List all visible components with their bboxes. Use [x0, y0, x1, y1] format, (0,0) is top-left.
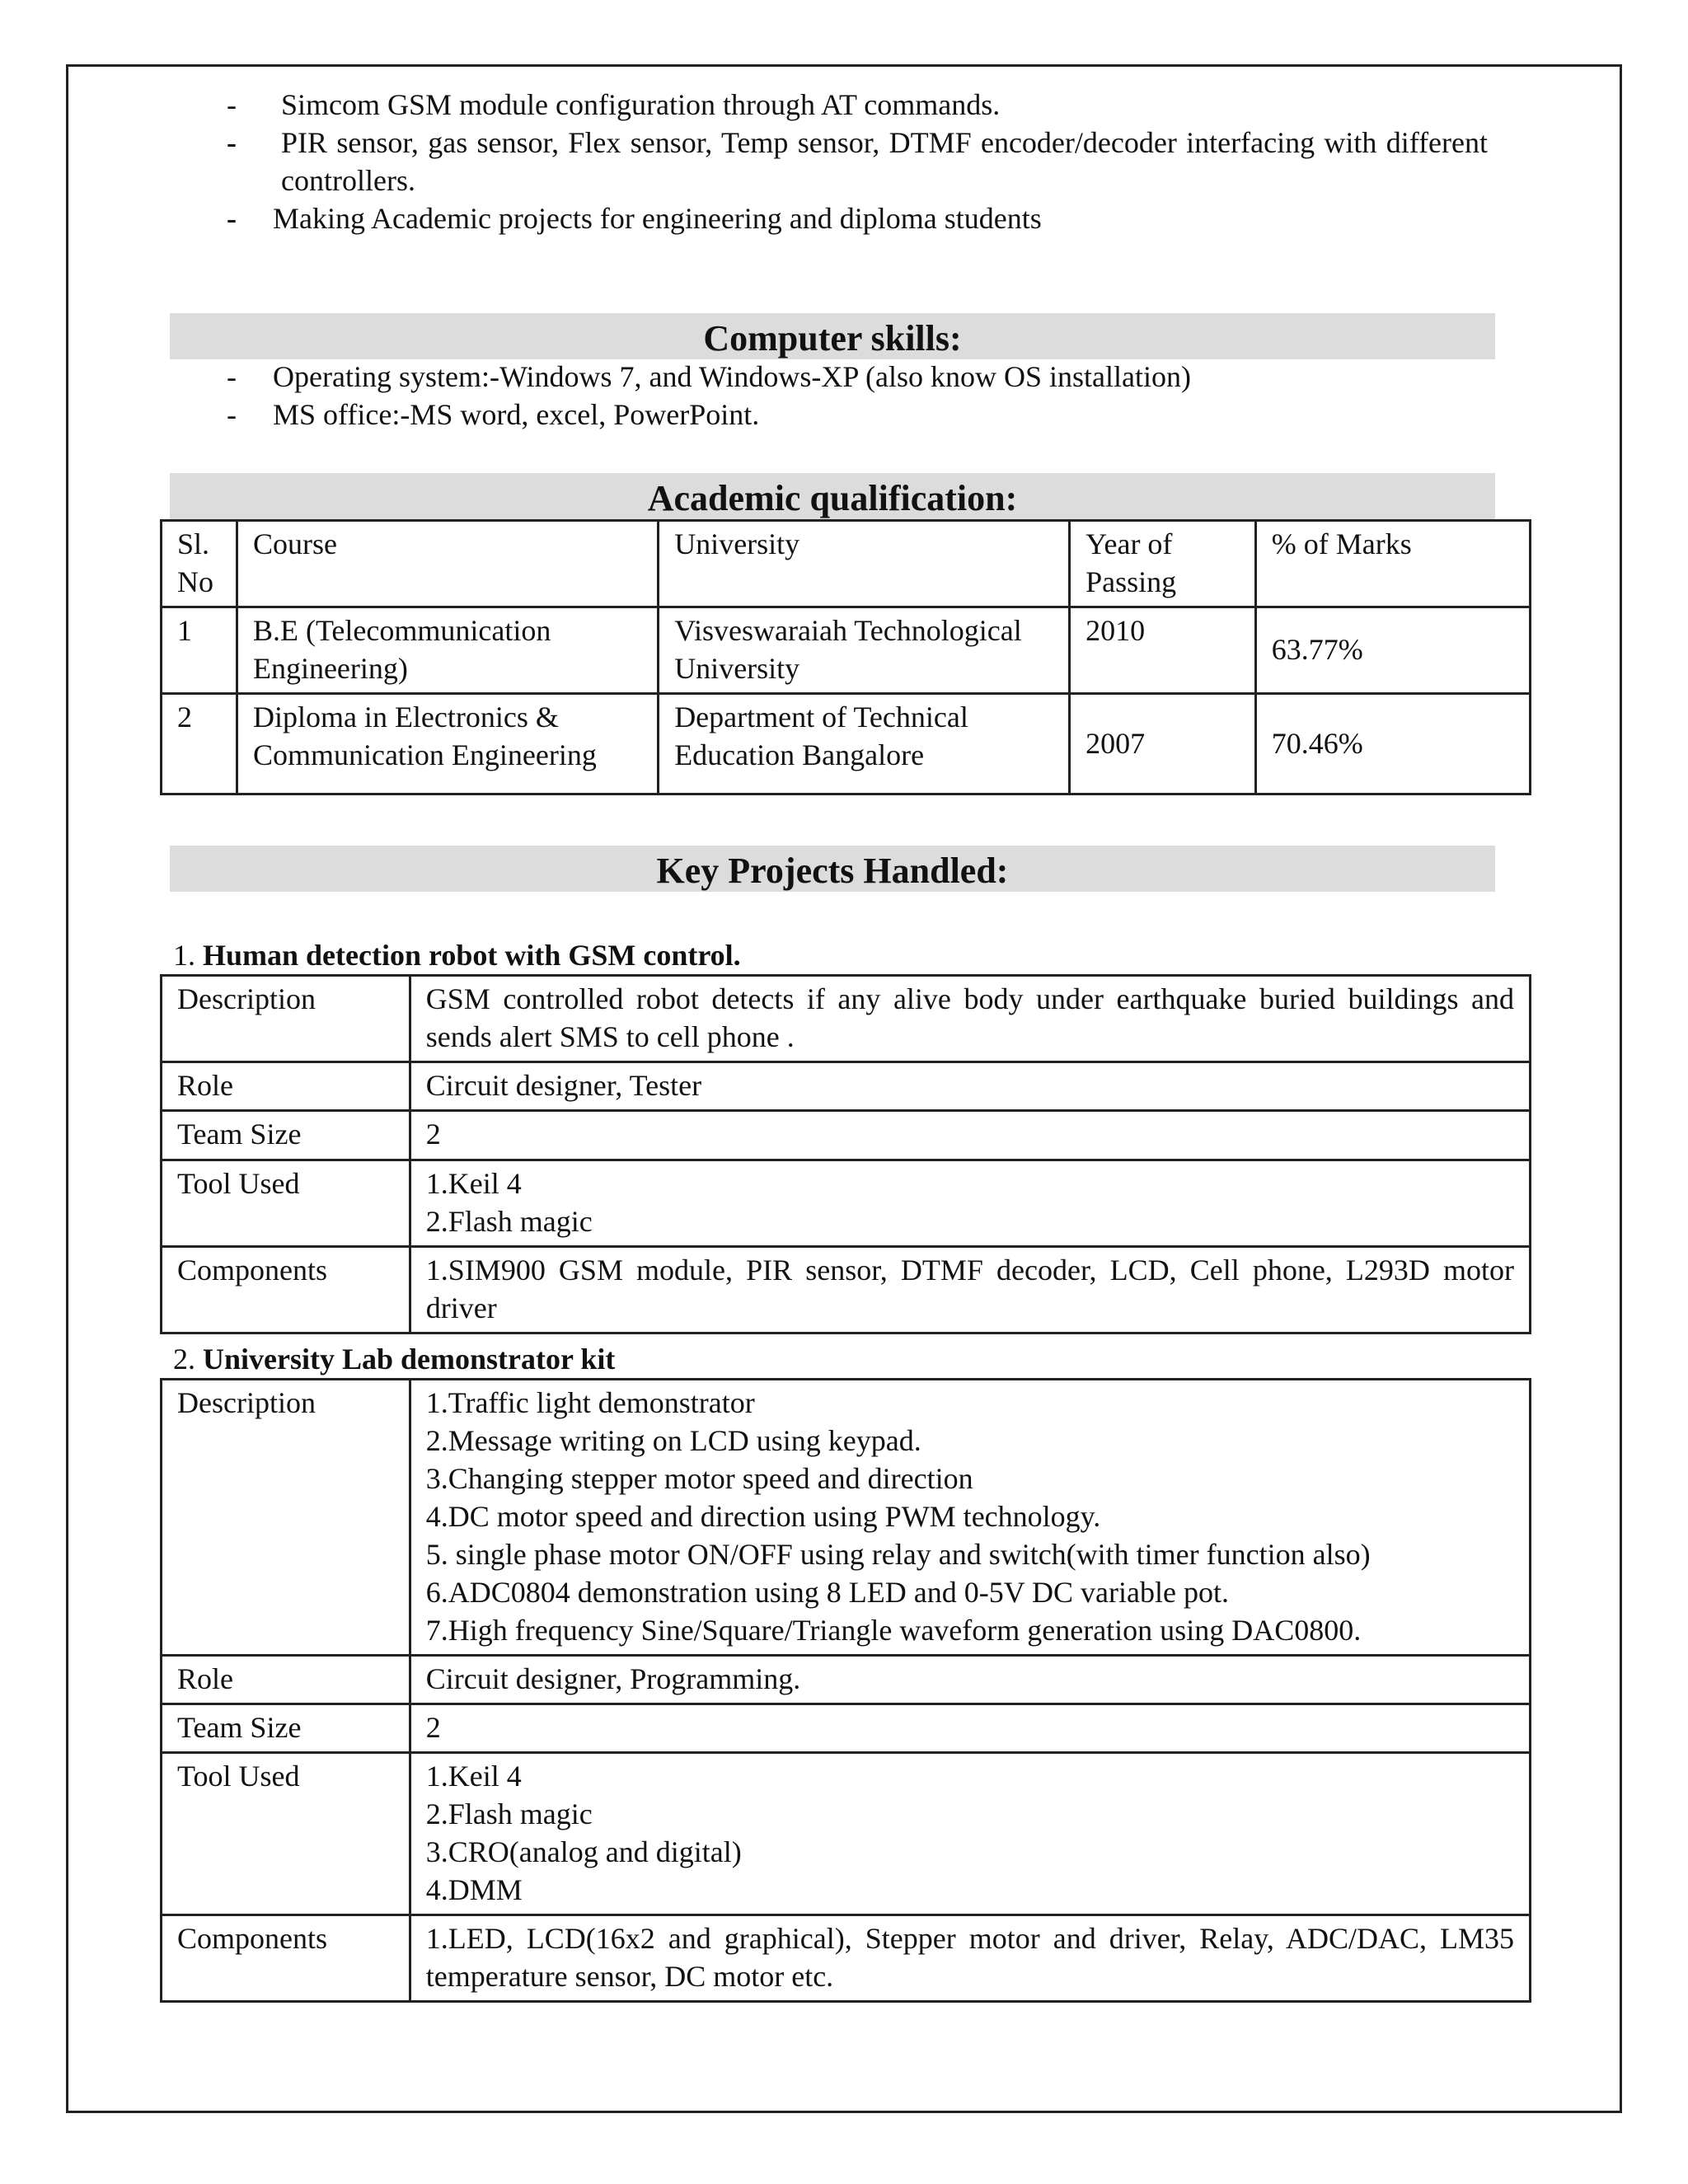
- value-line: 3.CRO(analog and digital): [425, 1835, 742, 1868]
- value-line: 3.Changing stepper motor speed and direction: [425, 1462, 973, 1495]
- row-label: Team Size: [162, 1704, 410, 1753]
- table-row: [162, 1247, 1531, 1333]
- cell-sl: 2: [162, 694, 237, 794]
- value-line: 5. single phase motor ON/OFF using relay and switch(with timer function also): [425, 1538, 1371, 1571]
- row-value: [410, 1160, 1530, 1247]
- cell-university: Department of Technical Education Bangalore: [659, 694, 1070, 794]
- row-label: Role: [162, 1062, 410, 1111]
- cell-course: B.E (Telecommunication Engineering): [237, 607, 658, 694]
- row-value: 2: [410, 1111, 1530, 1160]
- row-value: 1.LED, LCD(16x2 and graphical), Stepper motor and driver, Relay, ADC/DAC, LM35 temperature sensor, DC motor etc.: [410, 1915, 1530, 2002]
- value-line: 2.Message writing on LCD using keypad.: [425, 1424, 921, 1457]
- row-label: Components: [162, 1247, 410, 1333]
- bullet-text: Simcom GSM module configuration through AT commands.: [281, 88, 1001, 121]
- row-label: Role: [162, 1656, 410, 1704]
- header-year: Year of Passing: [1070, 521, 1256, 607]
- project-number: 2.: [173, 1343, 195, 1376]
- header-sl: Sl. No: [162, 521, 237, 607]
- row-value: Circuit designer, Programming.: [410, 1656, 1530, 1704]
- table-row: [162, 1656, 1531, 1704]
- table-row: [162, 1915, 1531, 2002]
- row-value: GSM controlled robot detects if any alive body under earthquake buried buildings and sends alert SMS to cell phone .: [410, 976, 1530, 1062]
- dash-icon: -: [227, 202, 237, 235]
- project-title: [173, 1340, 615, 1378]
- row-label: Description: [162, 976, 410, 1062]
- row-value: 2: [410, 1704, 1530, 1753]
- top-bullet-list: [218, 86, 1488, 237]
- project-name: Human detection robot with GSM control.: [203, 939, 741, 972]
- academic-table: [160, 519, 1531, 795]
- list-item: [218, 199, 1488, 237]
- list-item: [218, 124, 1488, 199]
- dash-icon: -: [227, 126, 237, 159]
- cell-university: Visveswaraiah Technological University: [659, 607, 1070, 694]
- table-row: [162, 607, 1531, 694]
- table-row: [162, 1380, 1531, 1656]
- value-line: 1.Keil 4: [425, 1760, 522, 1793]
- bullet-text: PIR sensor, gas sensor, Flex sensor, Temp sensor, DTMF encoder/decoder interfacing with different controllers.: [281, 126, 1488, 197]
- table-row: [162, 1111, 1531, 1160]
- computer-skills-list: [218, 358, 1488, 434]
- value-line: 4.DMM: [425, 1873, 523, 1906]
- value-line: 2.Flash magic: [425, 1205, 593, 1238]
- value-line: 7.High frequency Sine/Square/Triangle waveform generation using DAC0800.: [425, 1614, 1362, 1647]
- row-label: Components: [162, 1915, 410, 2002]
- project-number: 1.: [173, 939, 195, 972]
- value-line: 4.DC motor speed and direction using PWM technology.: [425, 1500, 1101, 1533]
- project-table-1: [160, 974, 1531, 1334]
- value-line: 6.ADC0804 demonstration using 8 LED and 0-5V DC variable pot.: [425, 1576, 1229, 1609]
- section-heading-academic: Academic qualification:: [170, 473, 1495, 519]
- table-row: [162, 1753, 1531, 1915]
- row-value: 1.SIM900 GSM module, PIR sensor, DTMF decoder, LCD, Cell phone, L293D motor driver: [410, 1247, 1530, 1333]
- project-title: [173, 936, 741, 974]
- cell-course: Diploma in Electronics & Communication Engineering: [237, 694, 658, 794]
- dash-icon: -: [227, 398, 237, 431]
- table-row: [162, 1160, 1531, 1247]
- row-label: Team Size: [162, 1111, 410, 1160]
- dash-icon: -: [227, 88, 237, 121]
- header-marks: % of Marks: [1255, 521, 1530, 607]
- value-line: 1.Traffic light demonstrator: [425, 1386, 755, 1419]
- cell-marks: 70.46%: [1255, 694, 1530, 794]
- value-line: 1.Keil 4: [425, 1167, 522, 1200]
- table-row: [162, 1062, 1531, 1111]
- row-label: Tool Used: [162, 1753, 410, 1915]
- section-heading-projects: Key Projects Handled:: [170, 846, 1495, 892]
- header-university: University: [659, 521, 1070, 607]
- skill-text: Operating system:-Windows 7, and Windows-XP (also know OS installation): [273, 360, 1191, 393]
- cell-year: 2010: [1070, 607, 1256, 694]
- table-header-row: [162, 521, 1531, 607]
- list-item: [218, 358, 1488, 396]
- project-table-2: [160, 1378, 1531, 2003]
- dash-icon: -: [227, 360, 237, 393]
- value-line: 2.Flash magic: [425, 1797, 593, 1830]
- header-course: Course: [237, 521, 658, 607]
- bullet-text: Making Academic projects for engineering and diploma students: [273, 202, 1042, 235]
- row-label: Description: [162, 1380, 410, 1656]
- cell-sl: 1: [162, 607, 237, 694]
- section-heading-computer-skills: Computer skills:: [170, 313, 1495, 359]
- row-value: [410, 1753, 1530, 1915]
- cell-marks: 63.77%: [1255, 607, 1530, 694]
- row-label: Tool Used: [162, 1160, 410, 1247]
- skill-text: MS office:-MS word, excel, PowerPoint.: [273, 398, 760, 431]
- table-row: [162, 976, 1531, 1062]
- row-value: Circuit designer, Tester: [410, 1062, 1530, 1111]
- table-row: [162, 694, 1531, 794]
- list-item: [218, 86, 1488, 124]
- list-item: [218, 396, 1488, 434]
- table-row: [162, 1704, 1531, 1753]
- cell-year: 2007: [1070, 694, 1256, 794]
- project-name: University Lab demonstrator kit: [203, 1343, 616, 1376]
- row-value: [410, 1380, 1530, 1656]
